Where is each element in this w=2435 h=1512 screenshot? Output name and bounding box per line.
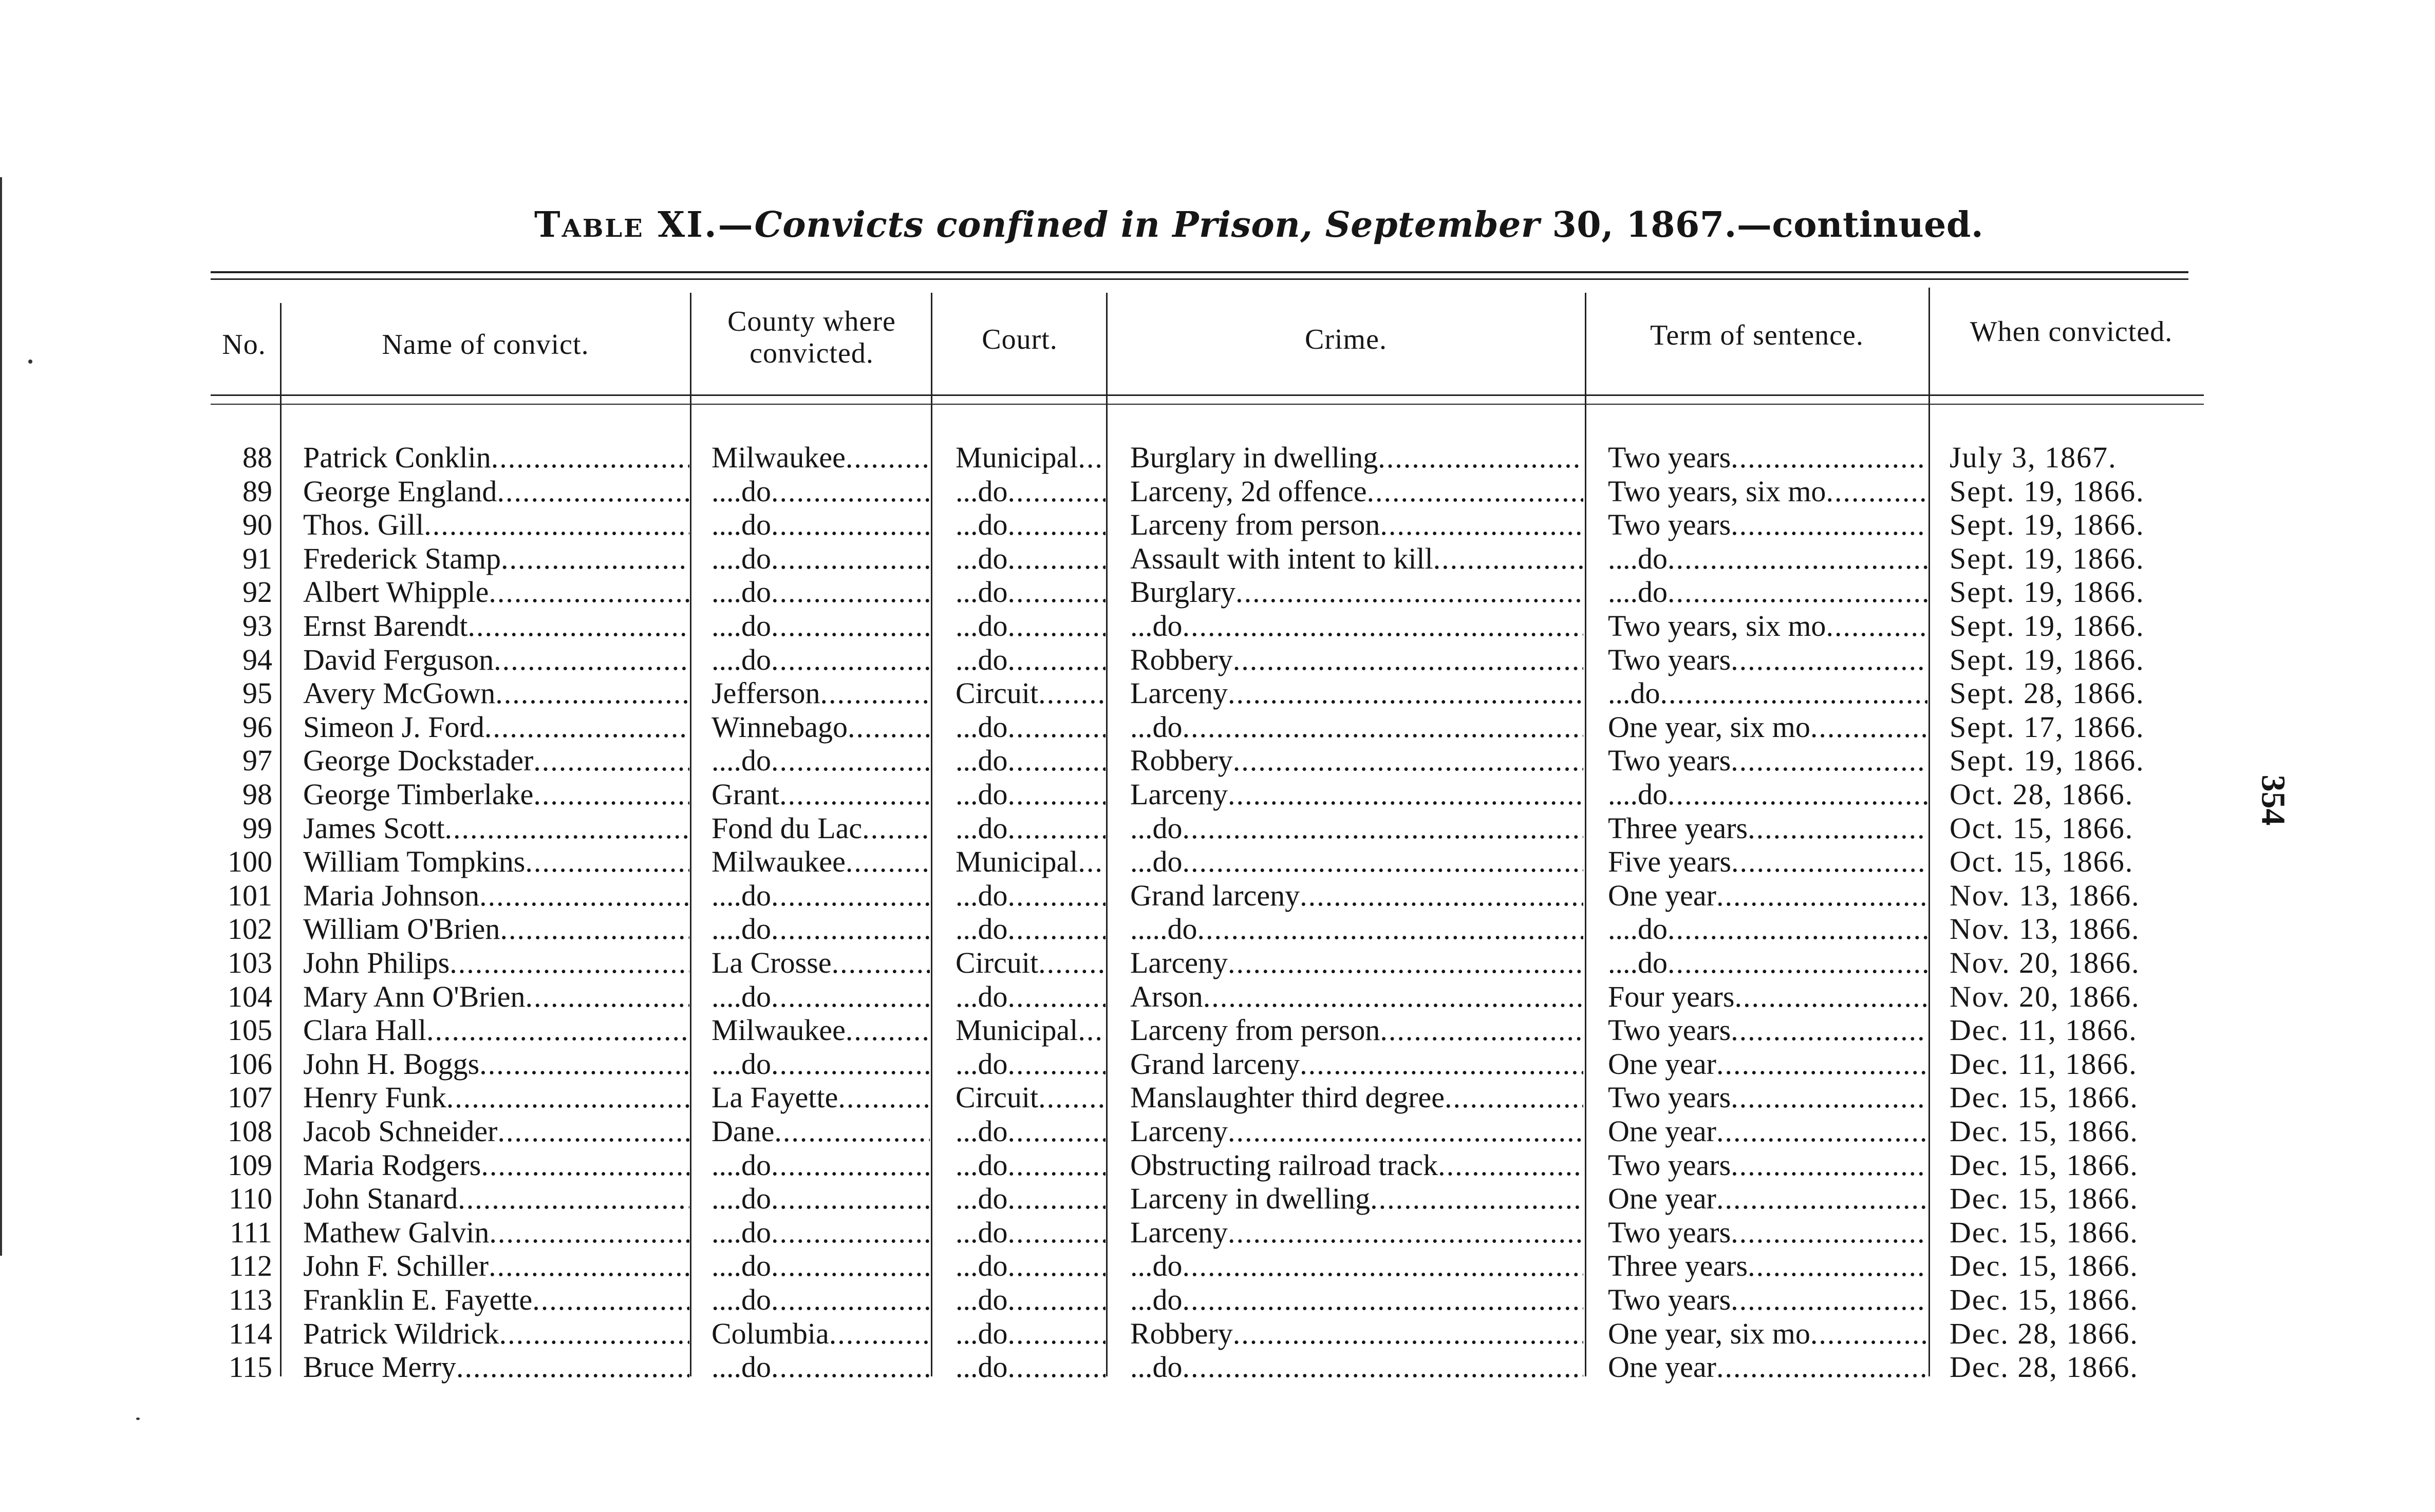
county-cell: ....do ..... [711, 744, 930, 778]
column-header-county: County where convicted. [727, 306, 896, 369]
court-cell: ...do ..... [956, 609, 1106, 643]
crime-cell: Arson ..... [1130, 980, 1583, 1014]
convict-name: Bruce Merry ..... [303, 1350, 689, 1384]
date-cell: Oct. 28, 1866. [1950, 778, 2134, 811]
county-cell: Dane ..... [711, 1114, 930, 1148]
term-cell: Two years ..... [1608, 1081, 1927, 1114]
column-divider [690, 293, 691, 1376]
column-header-name: Name of convict. [382, 329, 589, 361]
term-cell: ....do ..... [1608, 946, 1927, 980]
term-cell: One year ..... [1608, 879, 1927, 913]
county-cell: Milwaukee ..... [711, 441, 930, 475]
convict-name: Mary Ann O'Brien ..... [303, 980, 689, 1014]
term-cell: Two years ..... [1608, 643, 1927, 677]
convict-name: John Stanard ..... [303, 1182, 689, 1216]
row-number: 100 [228, 845, 272, 878]
court-cell: ...do ..... [956, 575, 1106, 609]
term-cell: Three years ..... [1608, 1249, 1927, 1283]
crime-cell: ...do ..... [1130, 1283, 1583, 1317]
court-cell: ...do ..... [956, 1350, 1106, 1384]
date-cell: Sept. 19, 1866. [1950, 643, 2145, 676]
court-cell: ...do ..... [956, 879, 1106, 913]
term-cell: One year, six mo ..... [1608, 1317, 1927, 1351]
county-cell: ....do ..... [711, 542, 930, 576]
crime-cell: Larceny ..... [1130, 946, 1583, 980]
county-cell: ....do ..... [711, 912, 930, 946]
date-cell: Dec. 15, 1866. [1950, 1081, 2139, 1114]
term-cell: Two years ..... [1608, 508, 1927, 542]
date-cell: Nov. 20, 1866. [1950, 980, 2140, 1013]
convict-name: Avery McGown ..... [303, 676, 689, 710]
column-divider [931, 293, 932, 1376]
row-number: 91 [242, 542, 272, 575]
date-cell: Sept. 19, 1866. [1950, 744, 2145, 777]
term-cell: ....do ..... [1608, 912, 1927, 946]
row-number: 99 [242, 811, 272, 845]
date-cell: Oct. 15, 1866. [1950, 811, 2134, 845]
date-cell: Dec. 11, 1866. [1950, 1013, 2138, 1047]
row-number: 97 [242, 744, 272, 777]
date-cell: Dec. 15, 1866. [1950, 1114, 2139, 1148]
county-cell: Milwaukee ..... [711, 1013, 930, 1047]
left-margin-rule [0, 177, 2, 1256]
term-cell: Two years, six mo ..... [1608, 609, 1927, 643]
convict-name: Maria Rodgers ..... [303, 1148, 689, 1182]
column-header-term: Term of sentence. [1650, 319, 1864, 351]
convict-name: John H. Boggs ..... [303, 1047, 689, 1081]
row-number: 109 [228, 1148, 272, 1182]
crime-cell: Grand larceny ..... [1130, 879, 1583, 913]
page-number: 354 [2254, 774, 2292, 826]
crime-cell: Burglary ..... [1130, 575, 1583, 609]
table-label: Table XI.— [534, 204, 755, 245]
date-cell: Sept. 19, 1866. [1950, 508, 2145, 541]
page-speck [28, 360, 32, 364]
term-cell: Two years ..... [1608, 744, 1927, 778]
row-number: 89 [242, 475, 272, 508]
convict-name: Albert Whipple ..... [303, 575, 689, 609]
term-cell: Three years ..... [1608, 811, 1927, 845]
date-cell: Dec. 15, 1866. [1950, 1148, 2139, 1182]
crime-cell: Robbery ..... [1130, 1317, 1583, 1351]
column-divider [1106, 293, 1108, 1376]
date-cell: Nov. 20, 1866. [1950, 946, 2140, 979]
column-header-crime: Crime. [1305, 324, 1387, 355]
court-cell: ...do ..... [956, 1317, 1106, 1351]
county-cell: La Crosse ..... [711, 946, 930, 980]
county-cell: La Fayette ..... [711, 1081, 930, 1114]
row-number: 96 [242, 710, 272, 744]
county-cell: ....do ..... [711, 1350, 930, 1384]
row-number: 112 [229, 1249, 272, 1282]
date-cell: July 3, 1867. [1950, 441, 2117, 474]
court-cell: ...do ..... [956, 1114, 1106, 1148]
county-cell: Jefferson ..... [711, 676, 930, 710]
crime-cell: ...do ..... [1130, 845, 1583, 879]
county-cell: Grant ..... [711, 778, 930, 811]
county-cell: ....do ..... [711, 575, 930, 609]
convict-name: Mathew Galvin ..... [303, 1216, 689, 1250]
date-cell: Sept. 19, 1866. [1950, 475, 2145, 508]
county-cell: ....do ..... [711, 1047, 930, 1081]
term-cell: Two years ..... [1608, 1216, 1927, 1250]
county-cell: ....do ..... [711, 1216, 930, 1250]
term-cell: ...do ..... [1608, 676, 1927, 710]
crime-cell: ...do ..... [1130, 811, 1583, 845]
top-double-rule [211, 271, 2188, 273]
date-cell: Dec. 15, 1866. [1950, 1182, 2139, 1215]
crime-cell: Larceny ..... [1130, 778, 1583, 811]
court-cell: Municipal ..... [956, 441, 1106, 475]
term-cell: Two years ..... [1608, 1283, 1927, 1317]
convict-name: Henry Funk ..... [303, 1081, 689, 1114]
court-cell: Circuit ..... [956, 676, 1106, 710]
date-cell: Sept. 19, 1866. [1950, 542, 2145, 575]
crime-cell: Robbery ..... [1130, 643, 1583, 677]
column-header-when: When convicted. [1970, 316, 2173, 348]
table-title-italic: Convicts confined in Prison, September [754, 204, 1540, 245]
date-cell: Dec. 11, 1866. [1950, 1047, 2138, 1081]
crime-cell: Burglary in dwelling ..... [1130, 441, 1583, 475]
header-bottom-rule [211, 394, 2204, 396]
court-cell: ...do ..... [956, 1182, 1106, 1216]
term-cell: Two years ..... [1608, 441, 1927, 475]
county-cell: ....do ..... [711, 980, 930, 1014]
county-cell: Winnebago ..... [711, 710, 930, 744]
date-cell: Sept. 28, 1866. [1950, 676, 2145, 710]
county-cell: ....do ..... [711, 1283, 930, 1317]
court-cell: Municipal ..... [956, 1013, 1106, 1047]
crime-cell: Larceny from person ..... [1130, 508, 1583, 542]
court-cell: ...do ..... [956, 980, 1106, 1014]
crime-cell: Larceny ..... [1130, 1114, 1583, 1148]
convict-name: Thos. Gill ..... [303, 508, 689, 542]
row-number: 102 [228, 912, 272, 946]
county-cell: Columbia ..... [711, 1317, 930, 1351]
convict-name: William O'Brien ..... [303, 912, 689, 946]
convict-name: Simeon J. Ford ..... [303, 710, 689, 744]
term-cell: ....do ..... [1608, 575, 1927, 609]
court-cell: ...do ..... [956, 643, 1106, 677]
court-cell: ...do ..... [956, 1148, 1106, 1182]
county-cell: ....do ..... [711, 1182, 930, 1216]
court-cell: ...do ..... [956, 912, 1106, 946]
row-number: 110 [229, 1182, 272, 1215]
court-cell: ...do ..... [956, 1047, 1106, 1081]
date-cell: Nov. 13, 1866. [1950, 912, 2140, 946]
crime-cell: Larceny ..... [1130, 676, 1583, 710]
term-cell: One year ..... [1608, 1047, 1927, 1081]
row-number: 111 [230, 1216, 272, 1249]
crime-cell: Larceny in dwelling ..... [1130, 1182, 1583, 1216]
convict-name: Jacob Schneider ..... [303, 1114, 689, 1148]
crime-cell: Larceny from person ..... [1130, 1013, 1583, 1047]
row-number: 115 [229, 1350, 272, 1384]
term-cell: One year ..... [1608, 1182, 1927, 1216]
county-cell: Fond du Lac ..... [711, 811, 930, 845]
row-number: 94 [242, 643, 272, 676]
row-number: 107 [228, 1081, 272, 1114]
date-cell: Sept. 19, 1866. [1950, 575, 2145, 609]
convict-name: George Dockstader ..... [303, 744, 689, 778]
county-cell: ....do ..... [711, 1148, 930, 1182]
term-cell: Four years ..... [1608, 980, 1927, 1014]
court-cell: ...do ..... [956, 710, 1106, 744]
crime-cell: Robbery ..... [1130, 744, 1583, 778]
row-number: 95 [242, 676, 272, 710]
row-number: 103 [228, 946, 272, 979]
convict-name: Franklin E. Fayette ..... [303, 1283, 689, 1317]
convict-name: George Timberlake ..... [303, 778, 689, 811]
term-cell: ....do ..... [1608, 542, 1927, 576]
term-cell: One year, six mo ..... [1608, 710, 1927, 744]
convict-name: John Philips ..... [303, 946, 689, 980]
row-number: 88 [242, 441, 272, 474]
term-cell: One year ..... [1608, 1350, 1927, 1384]
convict-name: James Scott ..... [303, 811, 689, 845]
convict-name: Patrick Conklin ..... [303, 441, 689, 475]
crime-cell: ...do ..... [1130, 609, 1583, 643]
convict-name: Frederick Stamp ..... [303, 542, 689, 576]
term-cell: One year ..... [1608, 1114, 1927, 1148]
crime-cell: ...do ..... [1130, 1249, 1583, 1283]
county-cell: ....do ..... [711, 1249, 930, 1283]
crime-cell: Manslaughter third degree ..... [1130, 1081, 1583, 1114]
row-number: 106 [228, 1047, 272, 1081]
county-cell: ....do ..... [711, 475, 930, 508]
row-number: 114 [229, 1317, 272, 1350]
table-title-date: 30, 1867.—continued. [1540, 204, 1984, 245]
column-header-no: No. [222, 329, 266, 361]
table-title [534, 204, 1984, 245]
crime-cell: ...do ..... [1130, 710, 1583, 744]
date-cell: Oct. 15, 1866. [1950, 845, 2134, 878]
row-number: 90 [242, 508, 272, 541]
crime-cell: Assault with intent to kill ..... [1130, 542, 1583, 576]
column-divider [280, 303, 282, 1376]
date-cell: Nov. 13, 1866. [1950, 879, 2140, 912]
column-divider [1585, 293, 1586, 1376]
county-cell: Milwaukee ..... [711, 845, 930, 879]
county-cell: ....do ..... [711, 643, 930, 677]
convict-name: George England ..... [303, 475, 689, 508]
county-cell: ....do ..... [711, 609, 930, 643]
date-cell: Dec. 15, 1866. [1950, 1216, 2139, 1249]
page-speck [136, 1418, 140, 1420]
date-cell: Dec. 28, 1866. [1950, 1350, 2139, 1384]
county-cell: ....do ..... [711, 879, 930, 913]
row-number: 93 [242, 609, 272, 642]
crime-cell: Grand larceny ..... [1130, 1047, 1583, 1081]
court-cell: Circuit ..... [956, 946, 1106, 980]
court-cell: ...do ..... [956, 778, 1106, 811]
county-cell: ....do ..... [711, 508, 930, 542]
court-cell: ...do ..... [956, 1249, 1106, 1283]
date-cell: Sept. 17, 1866. [1950, 710, 2145, 744]
court-cell: ...do ..... [956, 1216, 1106, 1250]
crime-cell: Obstructing railroad track ..... [1130, 1148, 1583, 1182]
court-cell: ...do ..... [956, 1283, 1106, 1317]
court-cell: ...do ..... [956, 811, 1106, 845]
court-cell: ...do ..... [956, 475, 1106, 508]
term-cell: Two years, six mo ..... [1608, 475, 1927, 508]
term-cell: ....do ..... [1608, 778, 1927, 811]
crime-cell: Larceny, 2d offence ..... [1130, 475, 1583, 508]
convict-name: William Tompkins ..... [303, 845, 689, 879]
court-cell: ...do ..... [956, 508, 1106, 542]
row-number: 98 [242, 778, 272, 811]
row-number: 113 [229, 1283, 272, 1316]
convict-name: John F. Schiller ..... [303, 1249, 689, 1283]
column-divider [1928, 288, 1930, 1376]
court-cell: ...do ..... [956, 542, 1106, 576]
crime-cell: .....do ..... [1130, 912, 1583, 946]
row-number: 101 [228, 879, 272, 912]
row-number: 105 [228, 1013, 272, 1047]
convict-name: Patrick Wildrick ..... [303, 1317, 689, 1351]
date-cell: Sept. 19, 1866. [1950, 609, 2145, 642]
term-cell: Five years ..... [1608, 845, 1927, 879]
convict-name: Ernst Barendt ..... [303, 609, 689, 643]
convict-name: Clara Hall ..... [303, 1013, 689, 1047]
row-number: 108 [228, 1114, 272, 1148]
body-top-rule [211, 404, 2204, 405]
court-cell: Municipal ..... [956, 845, 1106, 879]
date-cell: Dec. 28, 1866. [1950, 1317, 2139, 1350]
top-double-rule [211, 278, 2188, 280]
crime-cell: ...do ..... [1130, 1350, 1583, 1384]
column-header-court: Court. [982, 324, 1058, 355]
term-cell: Two years ..... [1608, 1148, 1927, 1182]
row-number: 104 [228, 980, 272, 1013]
date-cell: Dec. 15, 1866. [1950, 1249, 2139, 1282]
convict-name: David Ferguson ..... [303, 643, 689, 677]
term-cell: Two years ..... [1608, 1013, 1927, 1047]
court-cell: Circuit ..... [956, 1081, 1106, 1114]
row-number: 92 [242, 575, 272, 609]
convict-name: Maria Johnson ..... [303, 879, 689, 913]
court-cell: ...do ..... [956, 744, 1106, 778]
crime-cell: Larceny ..... [1130, 1216, 1583, 1250]
date-cell: Dec. 15, 1866. [1950, 1283, 2139, 1316]
